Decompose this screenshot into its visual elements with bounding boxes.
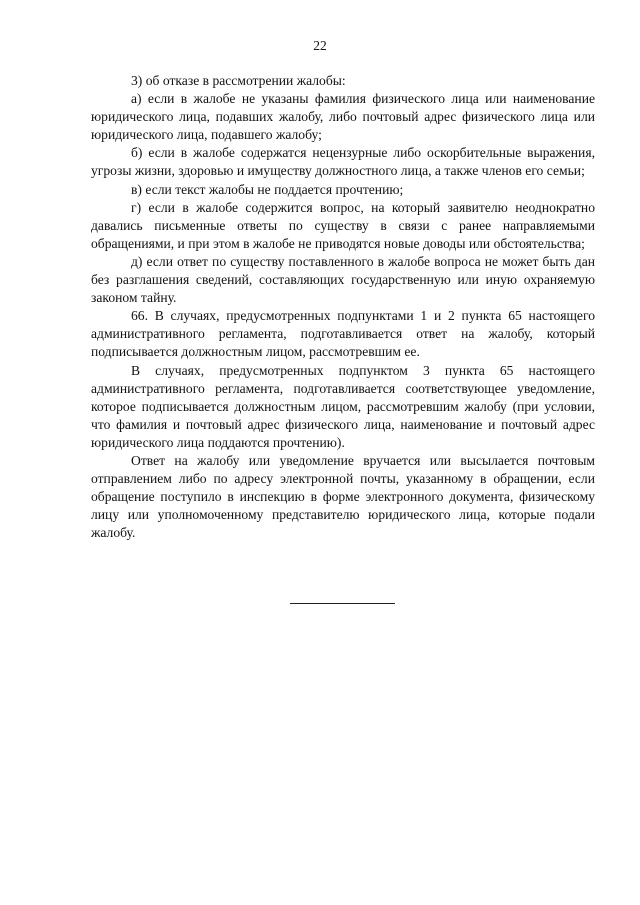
paragraph-refusal-item-g: г) если в жалобе содержится вопрос, на который заявителю неоднократно давались письменные ответы по существу в связи с ранее направляемыми обращениями, и при этом в жалобе не приводятся новые доводы или обстоятельства; — [91, 199, 595, 251]
document-body — [91, 72, 595, 542]
paragraph-clause-66: 66. В случаях, предусмотренных подпунктами 1 и 2 пункта 65 настоящего административного регламента, подготавливается ответ на жалобу, который подписывается должностным лицом, рассмотревшим ее. — [91, 308, 595, 360]
paragraph-refusal-item-b: б) если в жалобе содержатся нецензурные либо оскорбительные выражения, угрозы жизни, здоровью и имуществу должностного лица, а также членов его семьи; — [91, 145, 595, 179]
paragraph-refusal-item-a: а) если в жалобе не указаны фамилия физического лица или наименование юридического лица, подавших жалобу, либо почтовый адрес физического лица или юридического лица, подавшего жалобу; — [91, 91, 595, 143]
page-number: 22 — [313, 38, 327, 53]
paragraph-refusal-item-d: д) если ответ по существу поставленного в жалобе вопроса не может быть дан без разглашения сведений, составляющих государственную или иную охраняемую законом тайну. — [91, 253, 595, 306]
end-separator-line — [290, 603, 395, 604]
paragraph-notification: В случаях, предусмотренных подпунктом 3 пункта 65 настоящего административного регламента, подготавливается соответствующее уведомление, которое подписывается должностным лицом, рассмотревшим жалобу (при условии, что фамилия и почтовый адрес физического лица, наименование и почтовый адрес юридического лица поддаются прочтению). — [91, 362, 595, 450]
paragraph-refusal-item-v: в) если текст жалобы не поддается прочтению; — [131, 181, 404, 197]
paragraph-delivery: Ответ на жалобу или уведомление вручается или высылается почтовым отправлением либо по адресу электронной почты, указанному в обращении, если обращение поступило в инспекцию в форме электронного документа, физическому лицу или уполномоченному представителю юридического лица, которые подали жалобу. — [91, 452, 595, 541]
paragraph-refusal-heading: 3) об отказе в рассмотрении жалобы: — [131, 73, 346, 88]
